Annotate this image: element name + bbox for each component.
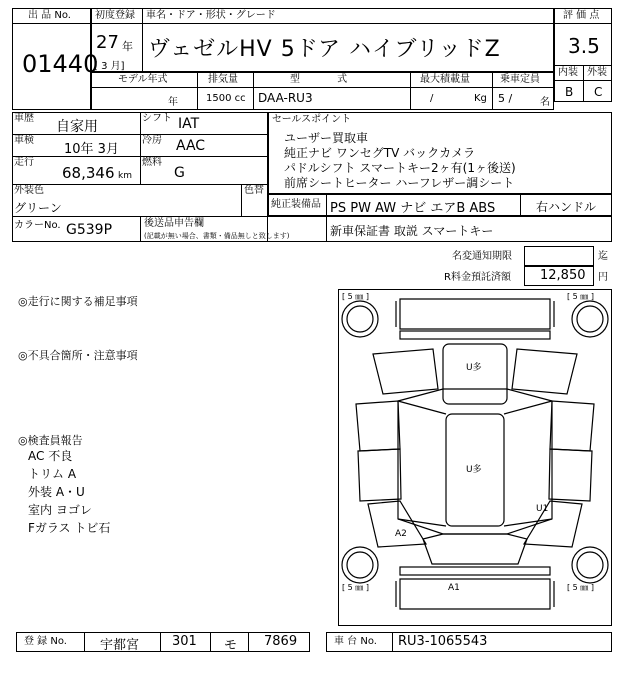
first-reg-year: 27: [96, 32, 119, 53]
score-label: 評 価 点: [563, 10, 600, 21]
inspection-value: 10年 3月: [64, 142, 119, 157]
displacement-label: 排気量: [208, 74, 238, 85]
chassis-label: 車 台 No.: [334, 636, 377, 647]
ext-color-label: 外装色: [14, 185, 44, 196]
ac-label: 冷房: [142, 135, 162, 146]
damage-mark-u1: U1: [536, 504, 549, 514]
first-reg-month: [ 3 月]: [94, 61, 125, 72]
fuel-value: G: [174, 165, 185, 181]
documents-value: 新車保証書 取説 スマートキー: [330, 224, 494, 238]
damage-mark-a1: A1: [448, 583, 460, 593]
inspector-line-1: AC 不良: [28, 449, 73, 463]
capacity-label: 乗車定員: [500, 74, 540, 85]
inspector-line-4: 室内 ヨゴレ: [28, 503, 92, 517]
tire-depth-rear-right: [ 5 ㎜ ]: [567, 583, 594, 592]
recycle-label: R料金預託済額: [444, 272, 511, 283]
name-change-suffix: 迄: [598, 251, 608, 262]
year-unit: 年: [122, 40, 133, 53]
capacity: 5 /: [498, 92, 513, 105]
recycle-value: 12,850: [540, 268, 586, 283]
color-no-value: G539P: [66, 222, 113, 238]
inspection-label: 車検: [14, 135, 34, 146]
inspector-label: ◎検査員報告: [18, 434, 83, 447]
sales-point-1: ユーザー買取車: [284, 131, 369, 145]
equipment-value: PS PW AW ナビ エアB ABS: [330, 201, 496, 216]
steering-value: 右ハンドル: [536, 200, 597, 214]
damage-mark-a2: A2: [395, 529, 407, 539]
displacement: 1500 cc: [206, 93, 246, 104]
title-label: 車名・ドア・形状・グレード: [146, 10, 276, 21]
registration-number: 7869: [264, 634, 298, 649]
max-load-label: 最大積載量: [420, 74, 470, 85]
damage-mark-hood: U多: [466, 465, 482, 475]
documents-label: 後送品申告欄: [144, 218, 204, 229]
car-outline-svg: [338, 289, 612, 626]
color-no-label: カラーNo.: [14, 220, 61, 231]
registration-area: 宇都宮: [100, 638, 140, 653]
interior-grade: B: [565, 85, 574, 99]
equipment-label: 純正装備品: [271, 199, 321, 210]
car-name: ヴェゼルHV 5ドア ハイブリッドZ: [148, 37, 501, 62]
shift-label: シフト: [142, 113, 172, 124]
tire-depth-front-right: [ 5 ㎜ ]: [567, 292, 594, 301]
model-label: 型 式: [290, 74, 348, 85]
model-code: DAA-RU3: [258, 91, 313, 105]
mileage-unit: km: [118, 171, 132, 181]
ac-value: AAC: [176, 138, 206, 154]
registration-label: 登 録 No.: [24, 636, 67, 647]
name-change-box: [524, 246, 594, 266]
interior-label: 内装: [558, 67, 578, 78]
mileage-value: 68,346: [62, 164, 115, 182]
history-label: 車歴: [14, 113, 34, 124]
mileage-label: 走行: [14, 157, 34, 168]
registration-kana: モ: [224, 638, 238, 653]
tire-depth-front-left: [ 5 ㎜ ]: [342, 292, 369, 301]
inspector-line-5: Fガラス トビ石: [28, 521, 111, 535]
score-value: 3.5: [568, 34, 600, 58]
sales-point-3: パドルシフト スマートキー2ヶ有(1ヶ後送): [284, 161, 516, 175]
name-change-label: 名変通知期限: [452, 251, 512, 262]
lot-number: 01440: [22, 50, 99, 78]
defects-label: ◎不具合箇所・注意事項: [18, 349, 138, 362]
driving-notes-label: ◎走行に関する補足事項: [18, 295, 138, 308]
capacity-unit: 名: [540, 97, 550, 108]
sales-points-label: セールスポイント: [272, 114, 352, 125]
inspector-line-2: トリム A: [28, 467, 77, 481]
damage-mark-roof: U多: [466, 363, 482, 373]
fuel-label: 燃料: [142, 157, 162, 168]
recycle-unit: 円: [598, 272, 608, 283]
sales-point-2: 純正ナビ ワンセグTV バックカメラ: [284, 146, 476, 160]
lot-label: 出 品 No.: [28, 10, 71, 21]
history-value: 自家用: [56, 119, 98, 135]
registration-class: 301: [172, 634, 197, 649]
shift-value: IAT: [178, 116, 200, 132]
first-reg-label: 初度登録: [95, 10, 135, 21]
exterior-grade: C: [594, 85, 603, 99]
load-unit: Kg: [474, 93, 487, 104]
color-change-label: 色替: [244, 185, 264, 196]
exterior-label: 外装: [587, 67, 607, 78]
ext-color-value: グリーン: [14, 201, 62, 215]
chassis-number: RU3-1065543: [398, 634, 488, 649]
tire-depth-rear-left: [ 5 ㎜ ]: [342, 583, 369, 592]
model-year-label: モデル年式: [118, 74, 168, 85]
load-slash: /: [430, 93, 434, 104]
documents-sublabel: (記載が無い場合、書類・備品無しと致します): [144, 232, 290, 240]
model-year-unit: 年: [168, 97, 178, 108]
sales-point-4: 前席シートヒーター ハーフレザー調シート: [284, 176, 515, 190]
inspector-line-3: 外装 A・U: [28, 485, 85, 499]
